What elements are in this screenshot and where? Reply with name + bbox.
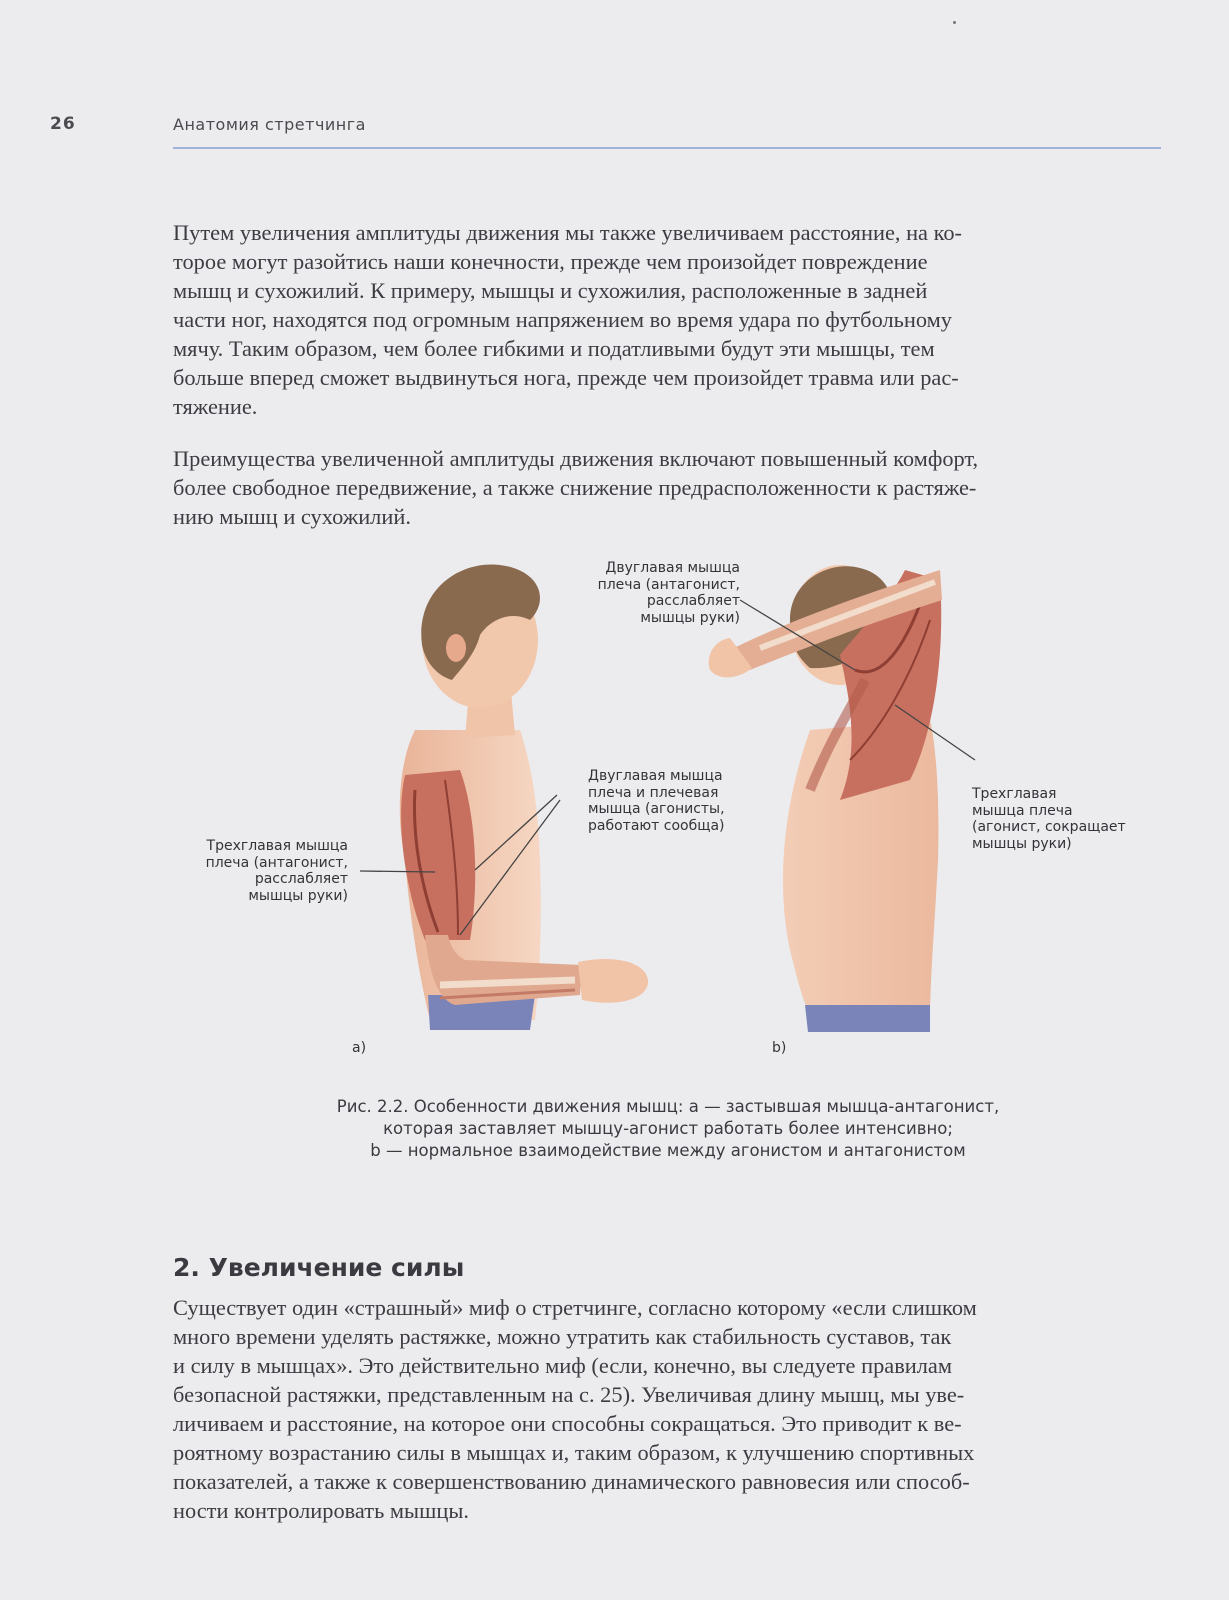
label-a-triceps: Трехглавая мышца плеча (антагонист, расслабляет мышцы руки): [205, 838, 348, 904]
figure-2-2: [190, 560, 1150, 1060]
text-line: более свободное передвижение, а также снижение предрасположенности к растяже-: [173, 475, 977, 500]
text-line: роятному возрастанию силы в мышцах и, таким образом, к улучшению спортивных: [173, 1440, 975, 1465]
header-rule: [173, 147, 1161, 149]
section-heading: 2. Увеличение силы: [173, 1253, 465, 1282]
text-line: личиваем и расстояние, на которое они способны сокращаться. Это приводит к ве-: [173, 1411, 962, 1436]
label-a-biceps: Двуглавая мышца плеча и плечевая мышца (агонисты, работают сообща): [588, 768, 725, 834]
text-line: Существует один «страшный» миф о стретчинге, согласно которому «если слишком: [173, 1295, 977, 1320]
figure-caption: Рис. 2.2. Особенности движения мышц: a — застывшая мышца-антагонист, которая заставляет мышцу-агонист работать более интенсивно; b — нормальное взаимодействие между агонистом и антагонистом: [336, 1097, 1000, 1160]
text-line: много времени уделять растяжке, можно утратить как стабильность суставов, так: [173, 1324, 952, 1349]
label-b-biceps: Двуглавая мышца плеча (антагонист, расслабляет мышцы руки): [597, 560, 740, 626]
paragraph-strength: [173, 1293, 1163, 1525]
text-line: нию мышц и сухожилий.: [173, 504, 411, 529]
label-b-triceps: Трехглавая мышца плеча (агонист, сокращает мышцы руки): [972, 786, 1126, 852]
text-line: и силу в мышцах». Это действительно миф (если, конечно, вы следуете правилам: [173, 1353, 953, 1378]
text-line: мышц и сухожилий. К примеру, мышцы и сухожилия, расположенные в задней: [173, 278, 928, 303]
text-line: ности контролировать мышцы.: [173, 1498, 469, 1523]
text-line: безопасной растяжки, представленным на с. 25). Увеличивая длину мышц, мы уве-: [173, 1382, 965, 1407]
scan-speck: [953, 21, 956, 24]
text-line: больше вперед сможет выдвинуться нога, прежде чем произойдет травма или рас-: [173, 365, 959, 390]
text-line: Преимущества увеличенной амплитуды движения включают повышенный комфорт,: [173, 446, 979, 471]
paragraph-benefits: [173, 444, 1163, 531]
page-number: 26: [50, 114, 76, 134]
text-line: мячу. Таким образом, чем более гибкими и податливыми будут эти мышцы, тем: [173, 336, 935, 361]
panel-label-b: b): [772, 1040, 787, 1056]
text-line: показателей, а также к совершенствованию динамического равновесия или способ-: [173, 1469, 970, 1494]
text-line: Путем увеличения амплитуды движения мы также увеличиваем расстояние, на ко-: [173, 220, 962, 245]
text-line: торое могут разойтись наши конечности, прежде чем произойдет повреждение: [173, 249, 928, 274]
text-line: части ног, находятся под огромным напряжением во время удара по футбольному: [173, 307, 952, 332]
fist-a: [578, 959, 648, 1003]
shorts-b: [805, 1005, 930, 1032]
running-header: Анатомия стретчинга: [173, 115, 366, 134]
text-line: тяжение.: [173, 394, 258, 419]
panel-label-a: a): [352, 1040, 367, 1056]
paragraph-amplitude: [173, 218, 1163, 421]
figure-b-body: [709, 565, 942, 1032]
